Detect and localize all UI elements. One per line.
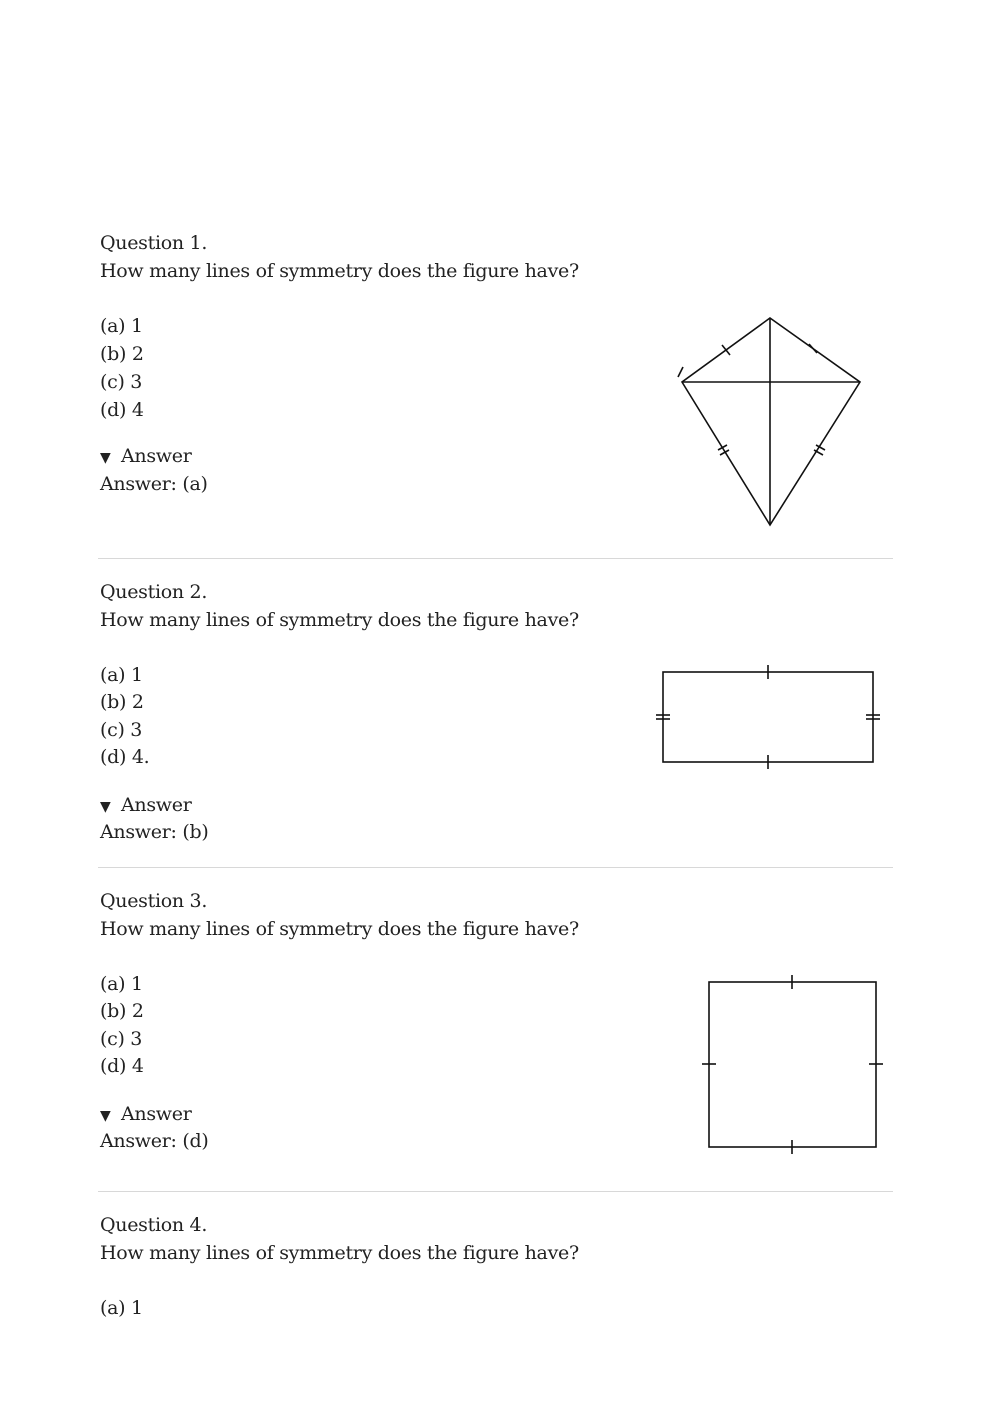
question-prompt: How many lines of symmetry does the figure have? [100, 1242, 579, 1264]
option-d: (d) 4. [100, 746, 150, 768]
answer-toggle[interactable] [100, 793, 192, 819]
question-prompt: How many lines of symmetry does the figure have? [100, 260, 579, 282]
triangle-down-icon: ▼ [100, 450, 111, 466]
question-prompt: How many lines of symmetry does the figure have? [100, 609, 579, 631]
triangle-down-icon: ▼ [100, 1108, 111, 1124]
divider [98, 558, 893, 559]
tick-mark [678, 367, 683, 377]
option-a: (a) 1 [100, 664, 143, 686]
kite-outline [682, 318, 860, 525]
option-a: (a) 1 [100, 315, 143, 337]
option-a: (a) 1 [100, 973, 143, 995]
answer-text: Answer: (a) [100, 473, 208, 495]
option-d: (d) 4 [100, 1055, 144, 1077]
option-b: (b) 2 [100, 343, 144, 365]
answer-toggle-label: Answer [121, 1103, 192, 1125]
answer-toggle-label: Answer [121, 794, 192, 816]
option-a: (a) 1 [100, 1297, 143, 1319]
question-title: Question 1. [100, 232, 208, 254]
option-b: (b) 2 [100, 691, 144, 713]
answer-text: Answer: (b) [100, 821, 209, 843]
option-b: (b) 2 [100, 1000, 144, 1022]
question-title: Question 2. [100, 581, 208, 603]
rectangle-figure [650, 660, 890, 775]
kite-figure [670, 310, 870, 530]
option-c: (c) 3 [100, 371, 143, 393]
tick-mark [722, 345, 730, 355]
option-c: (c) 3 [100, 1028, 143, 1050]
square-outline [709, 982, 876, 1147]
question-title: Question 3. [100, 890, 208, 912]
rectangle-outline [663, 672, 873, 762]
answer-toggle-label: Answer [121, 445, 192, 467]
answer-toggle[interactable] [100, 444, 192, 470]
question-title: Question 4. [100, 1214, 208, 1236]
divider [98, 867, 893, 868]
option-d: (d) 4 [100, 399, 144, 421]
divider [98, 1191, 893, 1192]
answer-toggle[interactable] [100, 1102, 192, 1128]
option-c: (c) 3 [100, 719, 143, 741]
triangle-down-icon: ▼ [100, 799, 111, 815]
tick-mark [809, 344, 817, 353]
question-prompt: How many lines of symmetry does the figure have? [100, 918, 579, 940]
answer-text: Answer: (d) [100, 1130, 209, 1152]
square-figure [695, 970, 895, 1160]
